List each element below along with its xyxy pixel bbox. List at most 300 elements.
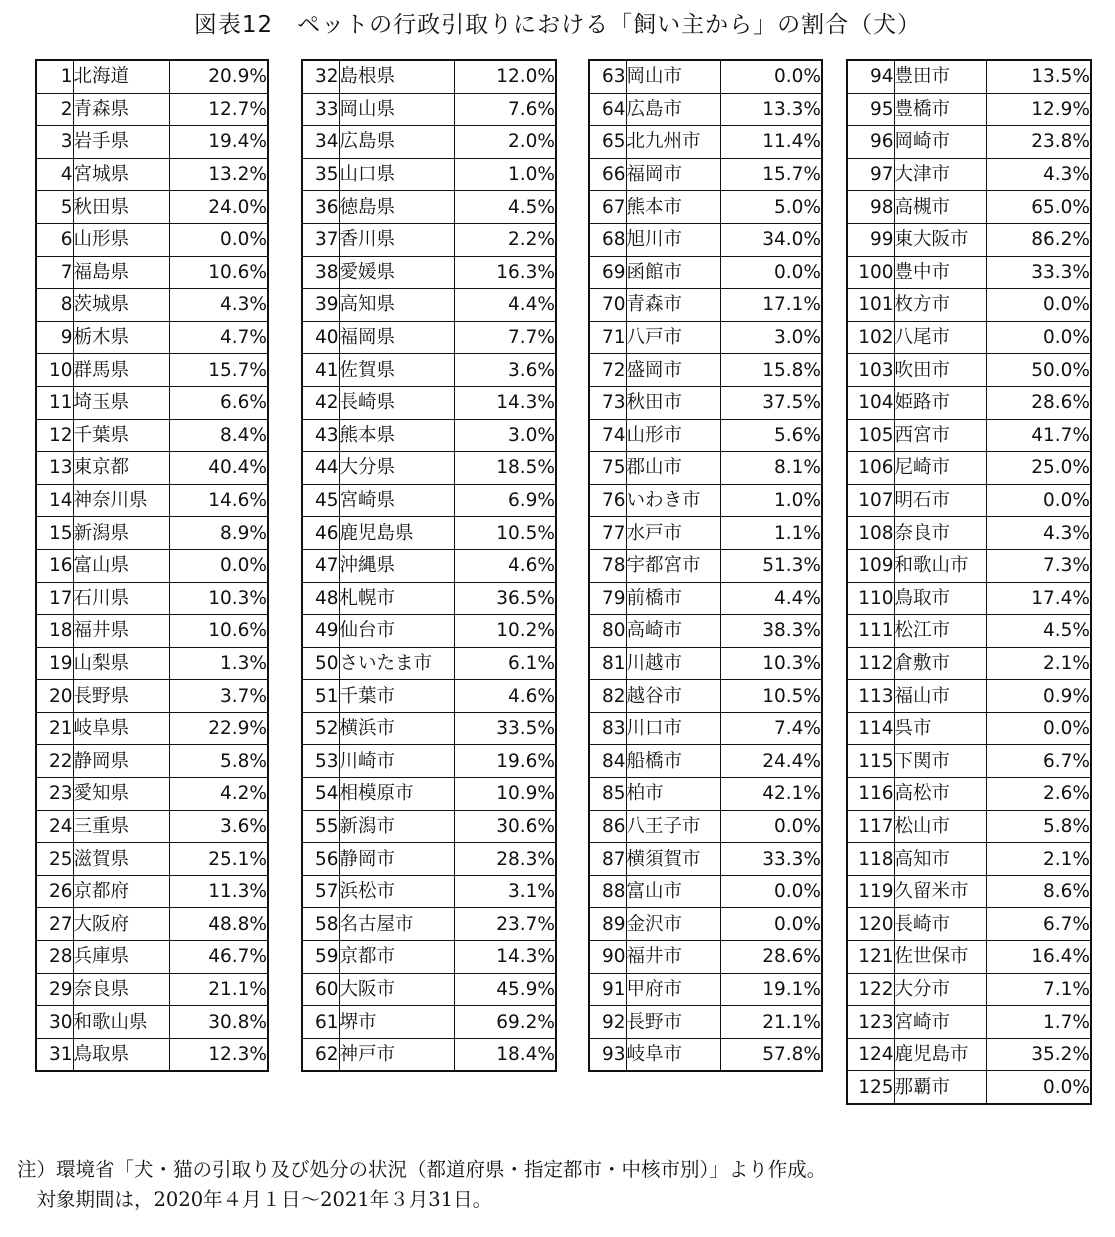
owner-ratio: 24.0%	[169, 191, 268, 224]
table-row	[847, 452, 1091, 485]
owner-ratio: 4.5%	[454, 191, 556, 224]
area-name: 埼玉県	[73, 386, 169, 419]
table-row	[847, 126, 1091, 159]
row-number: 108	[847, 517, 894, 550]
row-number: 61	[302, 1006, 339, 1039]
area-name: 下関市	[894, 745, 986, 778]
area-name: 茨城県	[73, 289, 169, 322]
owner-ratio: 21.1%	[169, 973, 268, 1006]
area-name: 尼崎市	[894, 452, 986, 485]
data-table-col-2	[301, 59, 557, 1072]
owner-ratio: 42.1%	[720, 778, 822, 811]
row-number: 62	[302, 1038, 339, 1071]
owner-ratio: 0.0%	[169, 549, 268, 582]
area-name: 高知市	[894, 843, 986, 876]
owner-ratio: 30.6%	[454, 810, 556, 843]
row-number: 115	[847, 745, 894, 778]
owner-ratio: 22.9%	[169, 712, 268, 745]
owner-ratio: 0.0%	[720, 256, 822, 289]
table-row	[36, 680, 268, 713]
area-name: 秋田県	[73, 191, 169, 224]
row-number: 46	[302, 517, 339, 550]
row-number: 48	[302, 582, 339, 615]
table-row	[302, 386, 556, 419]
row-number: 93	[589, 1038, 626, 1071]
row-number: 80	[589, 615, 626, 648]
owner-ratio: 41.7%	[986, 419, 1091, 452]
owner-ratio: 86.2%	[986, 223, 1091, 256]
table-row	[36, 289, 268, 322]
owner-ratio: 17.1%	[720, 289, 822, 322]
area-name: 奈良市	[894, 517, 986, 550]
table-row	[589, 745, 822, 778]
owner-ratio: 4.5%	[986, 615, 1091, 648]
table-row	[302, 680, 556, 713]
table-row	[589, 484, 822, 517]
row-number: 27	[36, 908, 73, 941]
owner-ratio: 11.3%	[169, 875, 268, 908]
row-number: 31	[36, 1038, 73, 1071]
row-number: 52	[302, 712, 339, 745]
row-number: 116	[847, 778, 894, 811]
table-row	[36, 908, 268, 941]
table-row	[589, 908, 822, 941]
owner-ratio: 36.5%	[454, 582, 556, 615]
area-name: 山口県	[339, 158, 454, 191]
row-number: 40	[302, 321, 339, 354]
row-number: 30	[36, 1006, 73, 1039]
area-name: 高崎市	[626, 615, 720, 648]
area-name: いわき市	[626, 484, 720, 517]
area-name: 奈良県	[73, 973, 169, 1006]
row-number: 68	[589, 223, 626, 256]
area-name: 千葉市	[339, 680, 454, 713]
area-name: 川越市	[626, 647, 720, 680]
row-number: 123	[847, 1006, 894, 1039]
area-name: 金沢市	[626, 908, 720, 941]
area-name: 明石市	[894, 484, 986, 517]
table-row	[302, 1038, 556, 1071]
area-name: 八王子市	[626, 810, 720, 843]
owner-ratio: 23.8%	[986, 126, 1091, 159]
table-row	[302, 321, 556, 354]
owner-ratio: 19.6%	[454, 745, 556, 778]
table-row	[302, 712, 556, 745]
owner-ratio: 6.7%	[986, 745, 1091, 778]
row-number: 64	[589, 93, 626, 126]
table-row	[36, 745, 268, 778]
area-name: 福岡市	[626, 158, 720, 191]
owner-ratio: 1.1%	[720, 517, 822, 550]
area-name: 兵庫県	[73, 941, 169, 974]
owner-ratio: 1.0%	[454, 158, 556, 191]
owner-ratio: 0.0%	[986, 712, 1091, 745]
table-row	[36, 810, 268, 843]
area-name: 長野県	[73, 680, 169, 713]
owner-ratio: 19.1%	[720, 973, 822, 1006]
area-name: 岡崎市	[894, 126, 986, 159]
table-row	[36, 973, 268, 1006]
owner-ratio: 3.0%	[720, 321, 822, 354]
data-table-col-3	[588, 59, 823, 1072]
table-row	[847, 223, 1091, 256]
table-row	[36, 484, 268, 517]
table-row	[589, 60, 822, 93]
area-name: 札幌市	[339, 582, 454, 615]
table-row	[302, 452, 556, 485]
row-number: 15	[36, 517, 73, 550]
owner-ratio: 57.8%	[720, 1038, 822, 1071]
owner-ratio: 35.2%	[986, 1038, 1091, 1071]
area-name: 広島県	[339, 126, 454, 159]
owner-ratio: 0.0%	[720, 60, 822, 93]
owner-ratio: 0.0%	[720, 810, 822, 843]
area-name: 東大阪市	[894, 223, 986, 256]
table-row	[302, 582, 556, 615]
owner-ratio: 7.7%	[454, 321, 556, 354]
owner-ratio: 30.8%	[169, 1006, 268, 1039]
row-number: 13	[36, 452, 73, 485]
table-row	[589, 582, 822, 615]
owner-ratio: 1.0%	[720, 484, 822, 517]
row-number: 82	[589, 680, 626, 713]
owner-ratio: 28.6%	[986, 386, 1091, 419]
table-row	[847, 680, 1091, 713]
row-number: 22	[36, 745, 73, 778]
table-row	[302, 354, 556, 387]
table-row	[589, 419, 822, 452]
owner-ratio: 12.9%	[986, 93, 1091, 126]
area-name: 富山県	[73, 549, 169, 582]
area-name: 福岡県	[339, 321, 454, 354]
table-row	[847, 1006, 1091, 1039]
owner-ratio: 14.6%	[169, 484, 268, 517]
table-row	[36, 191, 268, 224]
owner-ratio: 69.2%	[454, 1006, 556, 1039]
row-number: 14	[36, 484, 73, 517]
table-row	[302, 158, 556, 191]
area-name: 高松市	[894, 778, 986, 811]
area-name: 秋田市	[626, 386, 720, 419]
table-row	[589, 647, 822, 680]
table-row	[36, 386, 268, 419]
owner-ratio: 3.7%	[169, 680, 268, 713]
row-number: 39	[302, 289, 339, 322]
area-name: 船橋市	[626, 745, 720, 778]
area-name: 高槻市	[894, 191, 986, 224]
area-name: 佐賀県	[339, 354, 454, 387]
area-name: 仙台市	[339, 615, 454, 648]
table-row	[302, 289, 556, 322]
owner-ratio: 33.3%	[986, 256, 1091, 289]
owner-ratio: 4.3%	[986, 517, 1091, 550]
area-name: さいたま市	[339, 647, 454, 680]
owner-ratio: 37.5%	[720, 386, 822, 419]
owner-ratio: 12.0%	[454, 60, 556, 93]
area-name: 豊橋市	[894, 93, 986, 126]
owner-ratio: 28.3%	[454, 843, 556, 876]
owner-ratio: 48.8%	[169, 908, 268, 941]
owner-ratio: 33.5%	[454, 712, 556, 745]
row-number: 74	[589, 419, 626, 452]
row-number: 42	[302, 386, 339, 419]
owner-ratio: 13.3%	[720, 93, 822, 126]
area-name: 三重県	[73, 810, 169, 843]
row-number: 10	[36, 354, 73, 387]
table-row	[847, 386, 1091, 419]
row-number: 96	[847, 126, 894, 159]
area-name: 熊本市	[626, 191, 720, 224]
row-number: 24	[36, 810, 73, 843]
owner-ratio: 0.0%	[986, 289, 1091, 322]
table-row	[589, 712, 822, 745]
area-name: 柏市	[626, 778, 720, 811]
row-number: 65	[589, 126, 626, 159]
owner-ratio: 15.7%	[169, 354, 268, 387]
row-number: 94	[847, 60, 894, 93]
owner-ratio: 4.6%	[454, 680, 556, 713]
area-name: 栃木県	[73, 321, 169, 354]
row-number: 85	[589, 778, 626, 811]
row-number: 122	[847, 973, 894, 1006]
owner-ratio: 18.5%	[454, 452, 556, 485]
area-name: 山梨県	[73, 647, 169, 680]
table-row	[589, 1006, 822, 1039]
owner-ratio: 14.3%	[454, 941, 556, 974]
owner-ratio: 40.4%	[169, 452, 268, 485]
row-number: 50	[302, 647, 339, 680]
owner-ratio: 24.4%	[720, 745, 822, 778]
area-name: 鳥取県	[73, 1038, 169, 1071]
row-number: 56	[302, 843, 339, 876]
area-name: 京都府	[73, 875, 169, 908]
area-name: 神奈川県	[73, 484, 169, 517]
area-name: 群馬県	[73, 354, 169, 387]
area-name: 鳥取市	[894, 582, 986, 615]
row-number: 23	[36, 778, 73, 811]
area-name: 前橋市	[626, 582, 720, 615]
area-name: 北九州市	[626, 126, 720, 159]
area-name: 和歌山県	[73, 1006, 169, 1039]
table-row	[36, 158, 268, 191]
table-row	[589, 191, 822, 224]
table-row	[36, 223, 268, 256]
row-number: 107	[847, 484, 894, 517]
owner-ratio: 5.0%	[720, 191, 822, 224]
area-name: 青森市	[626, 289, 720, 322]
table-row	[589, 158, 822, 191]
area-name: 水戸市	[626, 517, 720, 550]
owner-ratio: 34.0%	[720, 223, 822, 256]
table-row	[36, 60, 268, 93]
owner-ratio: 0.0%	[986, 1071, 1091, 1104]
table-row	[847, 289, 1091, 322]
table-row	[847, 973, 1091, 1006]
row-number: 88	[589, 875, 626, 908]
owner-ratio: 0.0%	[986, 321, 1091, 354]
row-number: 47	[302, 549, 339, 582]
owner-ratio: 6.6%	[169, 386, 268, 419]
row-number: 106	[847, 452, 894, 485]
area-name: 鹿児島県	[339, 517, 454, 550]
owner-ratio: 3.1%	[454, 875, 556, 908]
area-name: 岐阜市	[626, 1038, 720, 1071]
table-row	[36, 93, 268, 126]
area-name: 堺市	[339, 1006, 454, 1039]
table-row	[589, 875, 822, 908]
area-name: 大分県	[339, 452, 454, 485]
owner-ratio: 14.3%	[454, 386, 556, 419]
table-row	[302, 615, 556, 648]
owner-ratio: 20.9%	[169, 60, 268, 93]
row-number: 7	[36, 256, 73, 289]
area-name: 川崎市	[339, 745, 454, 778]
row-number: 101	[847, 289, 894, 322]
owner-ratio: 7.4%	[720, 712, 822, 745]
row-number: 118	[847, 843, 894, 876]
row-number: 113	[847, 680, 894, 713]
table-row	[302, 843, 556, 876]
owner-ratio: 13.5%	[986, 60, 1091, 93]
table-row	[36, 615, 268, 648]
table-row	[589, 810, 822, 843]
owner-ratio: 15.7%	[720, 158, 822, 191]
row-number: 2	[36, 93, 73, 126]
owner-ratio: 8.6%	[986, 875, 1091, 908]
area-name: 川口市	[626, 712, 720, 745]
row-number: 125	[847, 1071, 894, 1104]
row-number: 71	[589, 321, 626, 354]
owner-ratio: 25.1%	[169, 843, 268, 876]
row-number: 76	[589, 484, 626, 517]
table-row	[847, 158, 1091, 191]
table-row	[589, 843, 822, 876]
table-row	[847, 484, 1091, 517]
area-name: 神戸市	[339, 1038, 454, 1071]
owner-ratio: 10.5%	[720, 680, 822, 713]
table-row	[589, 973, 822, 1006]
area-name: 山形県	[73, 223, 169, 256]
owner-ratio: 8.1%	[720, 452, 822, 485]
table-row	[36, 256, 268, 289]
area-name: 富山市	[626, 875, 720, 908]
row-number: 33	[302, 93, 339, 126]
area-name: 大津市	[894, 158, 986, 191]
row-number: 63	[589, 60, 626, 93]
table-row	[589, 386, 822, 419]
table-row	[589, 778, 822, 811]
row-number: 83	[589, 712, 626, 745]
area-name: 宮城県	[73, 158, 169, 191]
area-name: 名古屋市	[339, 908, 454, 941]
row-number: 19	[36, 647, 73, 680]
owner-ratio: 4.4%	[720, 582, 822, 615]
table-row	[302, 973, 556, 1006]
owner-ratio: 10.9%	[454, 778, 556, 811]
table-row	[589, 941, 822, 974]
area-name: 相模原市	[339, 778, 454, 811]
note-line-2: 対象期間は，2020年４月１日～2021年３月31日。	[17, 1188, 493, 1211]
table-row	[36, 712, 268, 745]
row-number: 38	[302, 256, 339, 289]
area-name: 和歌山市	[894, 549, 986, 582]
table-row	[847, 517, 1091, 550]
owner-ratio: 6.7%	[986, 908, 1091, 941]
area-name: 福島県	[73, 256, 169, 289]
row-number: 53	[302, 745, 339, 778]
area-name: 新潟市	[339, 810, 454, 843]
owner-ratio: 3.0%	[454, 419, 556, 452]
row-number: 86	[589, 810, 626, 843]
row-number: 41	[302, 354, 339, 387]
table-row	[36, 778, 268, 811]
table-row	[589, 354, 822, 387]
owner-ratio: 50.0%	[986, 354, 1091, 387]
table-row	[302, 908, 556, 941]
area-name: 松江市	[894, 615, 986, 648]
row-number: 78	[589, 549, 626, 582]
row-number: 29	[36, 973, 73, 1006]
table-row	[847, 843, 1091, 876]
table-row	[589, 615, 822, 648]
area-name: 横須賀市	[626, 843, 720, 876]
area-name: 宮崎県	[339, 484, 454, 517]
area-name: 宇都宮市	[626, 549, 720, 582]
owner-ratio: 15.8%	[720, 354, 822, 387]
area-name: 広島市	[626, 93, 720, 126]
row-number: 114	[847, 712, 894, 745]
table-row	[589, 452, 822, 485]
row-number: 11	[36, 386, 73, 419]
table-row	[302, 745, 556, 778]
table-row	[36, 1006, 268, 1039]
table-row	[302, 517, 556, 550]
row-number: 120	[847, 908, 894, 941]
area-name: 福井県	[73, 615, 169, 648]
owner-ratio: 65.0%	[986, 191, 1091, 224]
area-name: 京都市	[339, 941, 454, 974]
area-name: 佐世保市	[894, 941, 986, 974]
area-name: 大阪府	[73, 908, 169, 941]
row-number: 92	[589, 1006, 626, 1039]
area-name: 沖縄県	[339, 549, 454, 582]
table-row	[847, 582, 1091, 615]
owner-ratio: 10.5%	[454, 517, 556, 550]
area-name: 岡山市	[626, 60, 720, 93]
area-name: 宮崎市	[894, 1006, 986, 1039]
row-number: 81	[589, 647, 626, 680]
area-name: 横浜市	[339, 712, 454, 745]
table-row	[36, 647, 268, 680]
row-number: 95	[847, 93, 894, 126]
row-number: 91	[589, 973, 626, 1006]
owner-ratio: 2.6%	[986, 778, 1091, 811]
owner-ratio: 7.1%	[986, 973, 1091, 1006]
row-number: 55	[302, 810, 339, 843]
area-name: 長崎市	[894, 908, 986, 941]
table-row	[589, 93, 822, 126]
table-row	[36, 452, 268, 485]
owner-ratio: 16.4%	[986, 941, 1091, 974]
area-name: 島根県	[339, 60, 454, 93]
owner-ratio: 16.3%	[454, 256, 556, 289]
row-number: 32	[302, 60, 339, 93]
note-line-1: 注）環境省「犬・猫の引取り及び処分の状況（都道府県・指定都市・中核市別）」より作成。	[17, 1158, 827, 1181]
area-name: 浜松市	[339, 875, 454, 908]
area-name: 呉市	[894, 712, 986, 745]
table-row	[36, 941, 268, 974]
area-name: 豊中市	[894, 256, 986, 289]
